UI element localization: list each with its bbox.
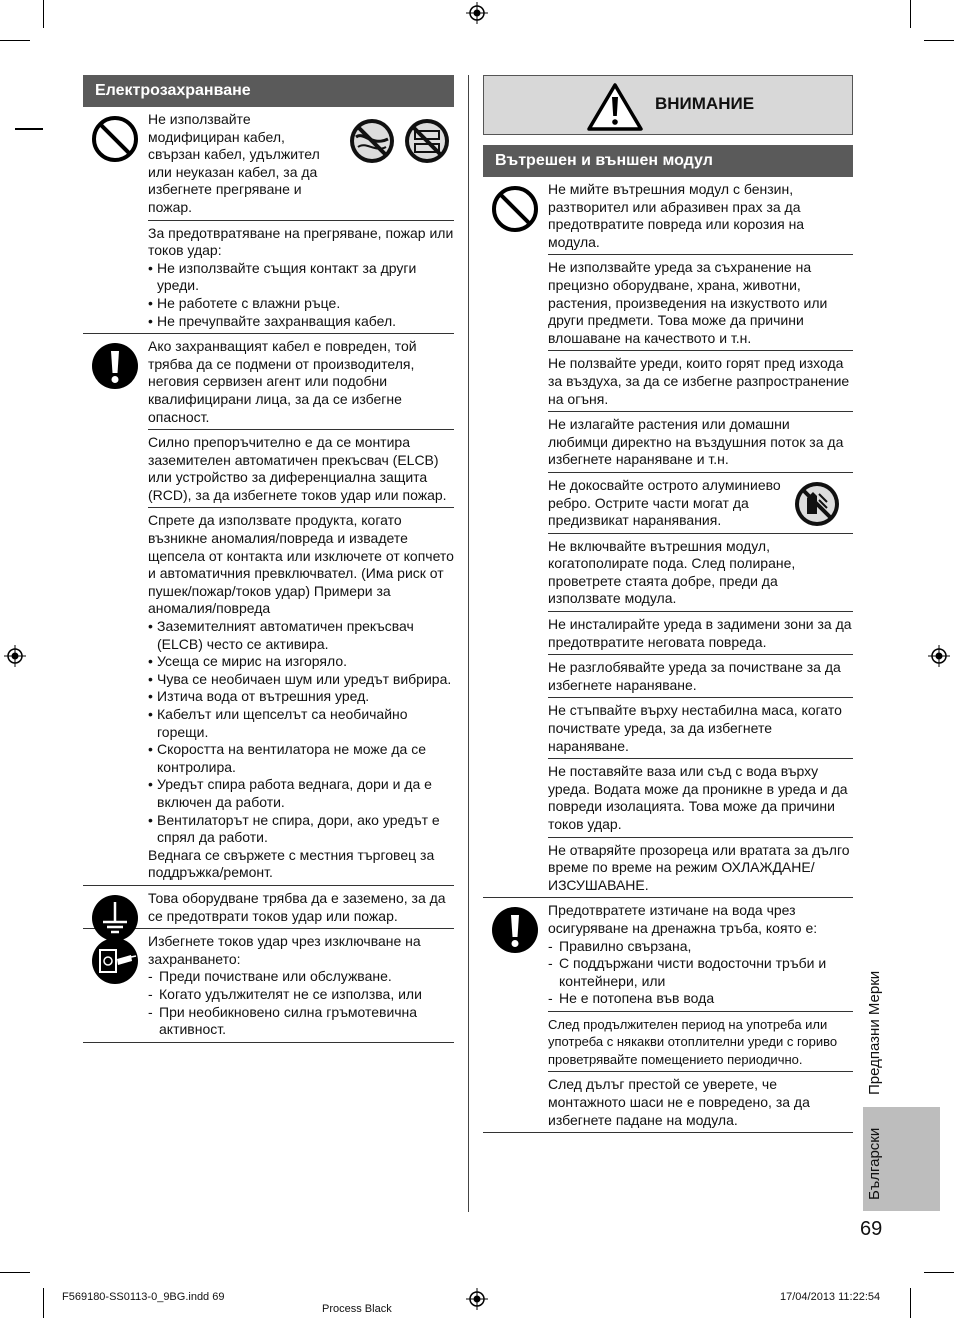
warning-item	[148, 508, 454, 884]
warning-item	[548, 351, 853, 412]
warning-item	[548, 655, 853, 698]
warning-item	[148, 430, 454, 508]
warning-item	[548, 898, 853, 1012]
warning-item	[548, 1072, 853, 1132]
list-item: - При необикновено силна гръмотевична активност.	[148, 1004, 454, 1039]
caution-triangle-icon	[586, 82, 644, 132]
no-extension-cable-icon	[348, 117, 396, 165]
list-item: - С поддържани чисти водосточни тръби и контейнери, или	[548, 955, 853, 990]
warning-group	[83, 886, 454, 929]
warning-group	[83, 929, 454, 1043]
warning-item	[548, 412, 853, 473]
warning-text: Не използвайте модифициран кабел, свързан кабел, удължител или неуказан кабел, за да избегнете прегряване и пожар.	[148, 111, 320, 215]
mandatory-icon	[91, 342, 139, 390]
warning-text: Силно препоръчително е да се монтира заземителен автоматичен прекъсвач (ELCB) или устройство за диференциална защита (RCD), за да избегнете токов удар или пожар.	[148, 434, 447, 503]
list-item: • Усеща се мирис на изгоряло.	[148, 653, 454, 671]
warning-text: Не разглобявайте уреда за почистване за да избегнете нараняване.	[548, 659, 841, 693]
crop-mark	[924, 40, 954, 41]
warning-list	[148, 260, 454, 330]
warning-item	[548, 838, 853, 898]
crop-mark	[0, 1272, 30, 1273]
warning-intro: Избегнете токов удар чрез изключване на захранването:	[148, 933, 421, 967]
crop-mark	[910, 1288, 911, 1318]
list-item: - Преди почистване или обслужване.	[148, 968, 454, 986]
list-item: • Вентилаторът не спира, дори, ако уредът е спрял да работи.	[148, 812, 454, 847]
crop-mark	[924, 1272, 954, 1273]
page-number: 69	[860, 1218, 883, 1240]
registration-mark-icon	[466, 1288, 488, 1310]
warning-text: Не ползвайте уреди, които горят пред изхода за въздуха, за да се избегне разпространение на огъня.	[548, 355, 850, 407]
warning-item	[548, 534, 853, 612]
warning-item	[548, 612, 853, 655]
warning-outro: Веднага се свържете с местния търговец за поддръжка/ремонт.	[148, 846, 435, 881]
list-item: • Не пречупвайте захранващия кабел.	[148, 313, 454, 331]
no-modified-cable-icon	[403, 117, 451, 165]
registration-mark-icon	[466, 2, 488, 24]
prohibition-icon	[491, 185, 539, 233]
warning-item	[148, 221, 454, 334]
warning-item	[148, 886, 454, 928]
warning-item	[148, 929, 454, 1042]
section-header: Вътрешен и външен модул	[483, 145, 853, 177]
list-item: • Изтича вода от вътрешния уред.	[148, 688, 454, 706]
section-name: Предпазни Мерки	[866, 970, 883, 1095]
unplug-icon	[91, 937, 139, 985]
warning-group	[483, 898, 853, 1133]
list-item: • Не работете с влажни ръце.	[148, 295, 454, 313]
warning-item	[548, 698, 853, 759]
warning-intro: Предотвратете изтичане на вода чрез осигуряване на дренажна тръба, която е:	[548, 902, 818, 936]
warning-text: Не включвайте вътрешния модул, когатополирате пода. След полиране, проветрете стаята добре, преди да използвате модула.	[548, 537, 796, 607]
caution-label: ВНИМАНИЕ	[655, 94, 755, 113]
crop-mark	[43, 1288, 44, 1318]
mandatory-icon	[491, 906, 539, 954]
warning-text: Не отваряйте прозореца или вратата за дълго време по време на режим ОХЛАЖДАНЕ/ИЗСУШАВАНЕ.	[548, 841, 850, 893]
warning-text: Не излагайте растения или домашни любимци директно на въздушния поток за да избегнете нараняване и т.н.	[548, 416, 844, 468]
warning-item	[548, 255, 853, 351]
list-item: • Скоростта на вентилатора не може да се контролира.	[148, 741, 454, 776]
indoor-outdoor-section	[483, 75, 853, 1133]
list-item: - Когато удължителят не се използва, или	[148, 986, 454, 1004]
warning-text: Не поставяйте ваза или съд с вода върху уреда. Водата може да проникне в уреда и да повреди изолацията. Това може да причини токов удар.	[548, 763, 848, 832]
warning-item	[148, 334, 454, 430]
registration-mark-icon	[928, 645, 950, 667]
list-item: • Не използвайте същия контакт за други уреди.	[148, 260, 454, 295]
power-supply-section	[83, 75, 454, 1043]
crop-mark	[43, 0, 44, 28]
list-item: • Уредът спира работа веднага, дори и да е включен да работи.	[148, 776, 454, 811]
footer-file: F569180-SS0113-0_9BG.indd 69	[62, 1291, 225, 1303]
footer-process: Process Black	[322, 1303, 392, 1315]
warning-text: Не докосвайте острото алуминиево ребро. Острите части могат да предизвикат наранявания.	[548, 476, 781, 529]
warning-list	[148, 618, 454, 847]
warning-group	[83, 107, 454, 334]
warning-text: Не мийте вътрешния модул с бензин, разтворител или абразивен прах за да предотвратите повреда или корозия на модула.	[548, 181, 805, 250]
crop-mark	[15, 128, 43, 130]
prohibition-icon	[91, 115, 139, 163]
warning-group	[83, 334, 454, 886]
warning-item	[548, 177, 853, 255]
warning-list	[148, 968, 454, 1038]
warning-item	[548, 1012, 853, 1073]
power-supply-warnings	[83, 107, 454, 1043]
list-item: • Кабелът или щепселът са необичайно горещи.	[148, 706, 454, 741]
crop-mark	[910, 0, 911, 28]
language-label: Български	[866, 1127, 883, 1200]
list-item: • Чува се необичаен шум или уредът вибрира.	[148, 671, 454, 689]
warning-text: След дълъг престой се уверете, че монтажното шаси не е повредено, за да избегнете падане на модула.	[548, 1076, 810, 1128]
indoor-outdoor-warnings	[483, 177, 853, 1133]
footer-date: 17/04/2013 11:22:54	[780, 1291, 881, 1303]
list-item: • Заземителният автоматичен прекъсвач (ELCB) често се активира.	[148, 618, 454, 653]
section-header: Електрозахранване	[83, 75, 454, 107]
warning-item	[548, 759, 853, 837]
caution-banner	[483, 75, 853, 135]
registration-mark-icon	[4, 645, 26, 667]
warning-text: След продължителен период на употреба или употреба с някакви отоплителни уреди с гориво проветрявайте помещението периодично.	[548, 1016, 838, 1067]
column-divider	[468, 75, 469, 1212]
warning-intro: За предотвратяване на прегряване, пожар или токов удар:	[148, 224, 454, 259]
warning-list	[548, 938, 853, 1008]
warning-text: Ако захранващият кабел е повреден, той трябва да се подмени от производителя, неговия сервизен агент или подобни квалифицирани лица, за да се избегне опасност.	[148, 338, 417, 425]
list-item: - Правилно свързана,	[548, 938, 853, 956]
crop-mark	[0, 40, 30, 41]
warning-text: Не използвайте уреда за съхранение на прецизно оборудване, храна, животни, растения, произведения на изкуството или други предмети. Това може да причини влошаване на качеството и т.н.	[548, 259, 828, 346]
warning-text: Не стъпвайте върху нестабилна маса, когато почиствате уреда, за да избегнете нараняване.	[548, 702, 842, 754]
no-touch-fin-icon	[793, 480, 841, 528]
warning-text: Това оборудване трябва да е заземено, за да се предотврати токов удар или пожар.	[148, 889, 446, 924]
warning-group	[483, 177, 853, 898]
list-item: - Не е потопена във вода	[548, 990, 853, 1008]
warning-text: Не инсталирайте уреда в задимени зони за да предотвратите неговата повреда.	[548, 616, 852, 650]
warning-intro: Спрете да използвате продукта, когато възникне аномалия/повреда и извадете щепсела от контакта или изключете от копчето и автоматичния превключвател. (Има риск от пушек/пожар/токов удар) Примери за аномалия/повреда	[148, 512, 454, 617]
